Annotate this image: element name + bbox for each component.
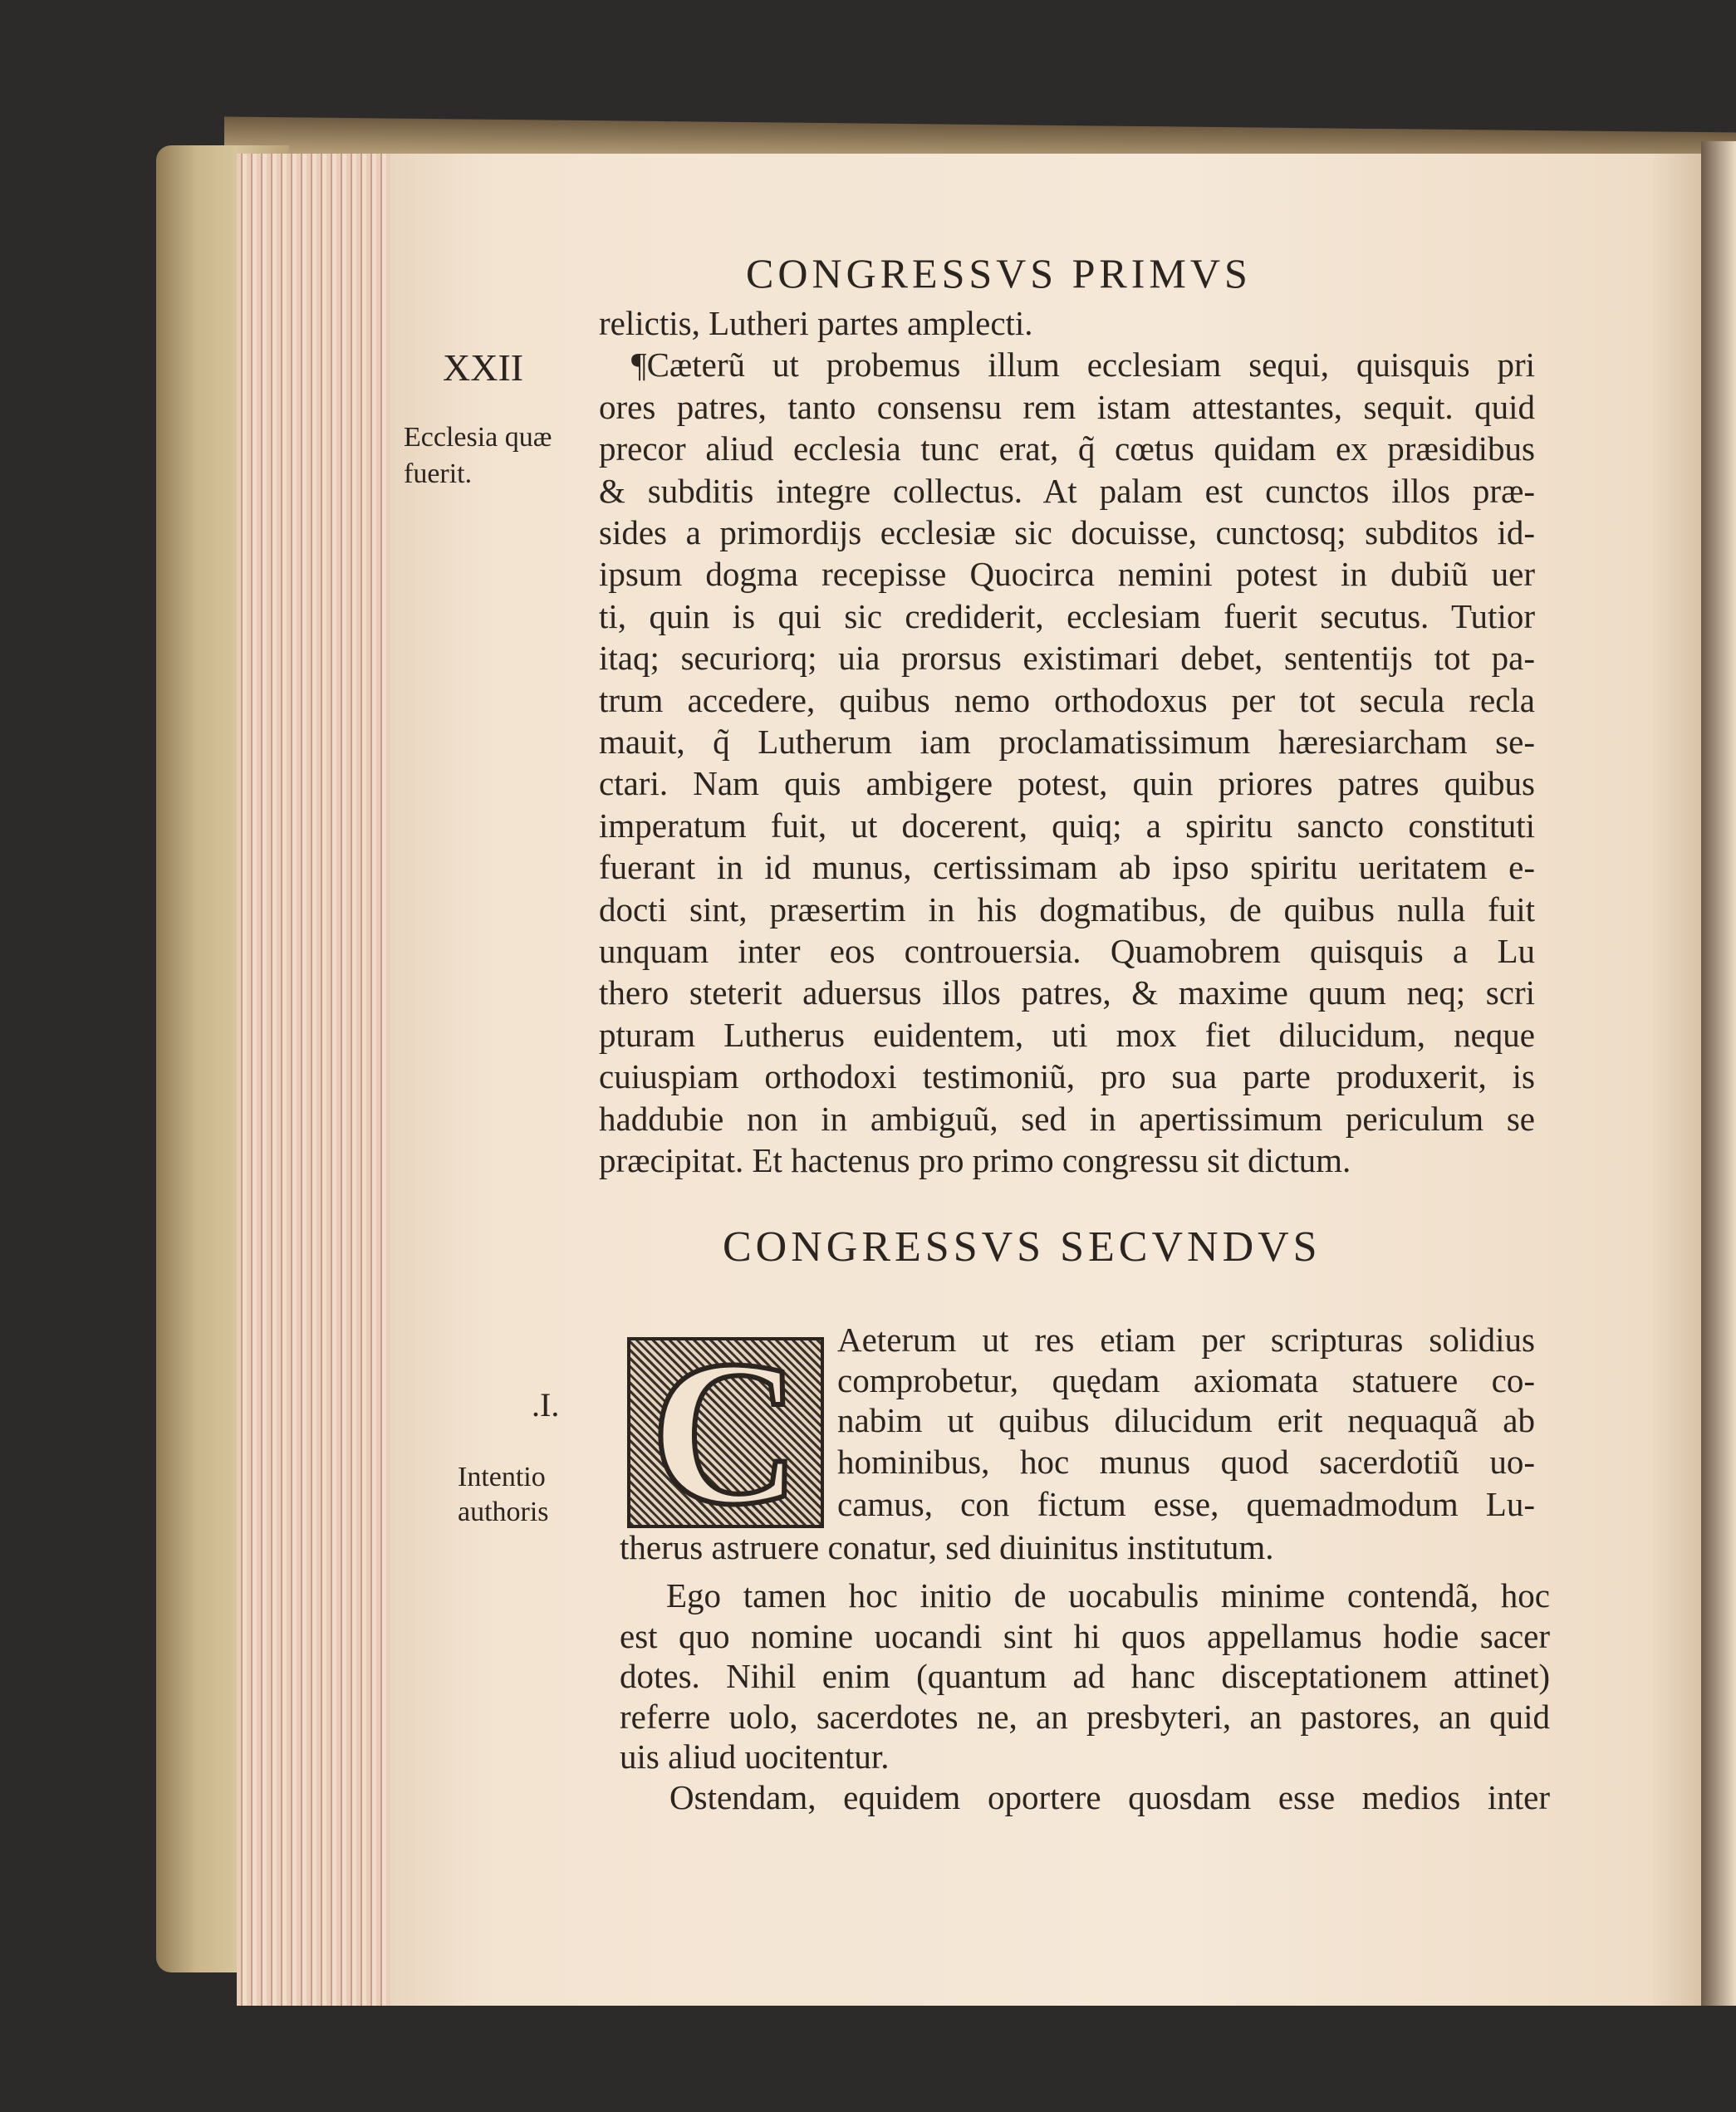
text-line: dotes. Nihil enim (quantum ad hanc disceptationem attinet) <box>620 1657 1550 1695</box>
text-line: mauit, q̃ Lutherum iam proclamatissimum hæresiarcham se- <box>599 723 1535 761</box>
text-line: referre uolo, sacerdotes ne, an presbyteri, an pastores, an quid <box>620 1698 1550 1736</box>
background <box>0 2006 1736 2112</box>
text-line: pturam Lutherus euidentem, uti mox fiet dilucidum, neque <box>599 1015 1535 1054</box>
text-line: camus, con fictum esse, quemadmodum Lu- <box>837 1485 1535 1523</box>
text-line: Ego tamen hoc initio de uocabulis minime contendã, hoc <box>666 1576 1550 1615</box>
margin-note: fuerit. <box>404 458 473 489</box>
text-line: haddubie non in ambiguũ, sed in apertissimum periculum se <box>599 1099 1535 1138</box>
margin-section-number: .I. <box>532 1386 560 1424</box>
text-line: imperatum fuit, ut docerent, quiq; a spiritu sancto constituti <box>599 806 1535 845</box>
text-line: relictis, Lutheri partes amplecti. <box>599 304 1033 342</box>
text-line: unquam inter eos controuersia. Quamobrem quisquis a Lu <box>599 932 1535 970</box>
text-line: docti sint, præsertim in his dogmatibus, de quibus nulla fuit <box>599 889 1535 929</box>
text-line: Aeterum ut res etiam per scripturas solidius <box>837 1321 1535 1359</box>
text-line: nabim ut quibus dilucidum erit nequaquã ab <box>837 1401 1535 1439</box>
page-edges <box>237 154 403 2006</box>
text-line: uis aliud uocitentur. <box>620 1737 890 1776</box>
text-line: fuerant in id munus, certissimam ab ipso spiritu ueritatem e- <box>599 848 1535 887</box>
text-line: hominibus, hoc munus quod sacerdotiũ uo- <box>837 1443 1535 1481</box>
text-line: ti, quin is qui sic crediderit, ecclesiam fuerit secutus. Tutior <box>599 596 1535 635</box>
text-line: est quo nomine uocandi sint hi quos appellamus hodie sacer <box>620 1617 1550 1655</box>
text-line: cuiuspiam orthodoxi testimoniũ, pro sua parte produxerit, is <box>599 1057 1535 1096</box>
text-line: ctari. Nam quis ambigere potest, quin priores patres quibus <box>599 764 1535 803</box>
initial-letter: C <box>650 1318 801 1548</box>
text-line: itaq; securiorq; uia prorsus existimari debet, sententijs tot pa- <box>599 639 1535 678</box>
running-head: CONGRESSVS PRIMVS <box>746 250 1252 296</box>
margin-note: Ecclesia quæ <box>404 422 552 453</box>
text-line: ipsum dogma recepisse Quocirca nemini potest in dubiũ uer <box>599 555 1535 594</box>
text-line: & subditis integre collectus. At palam est cunctos illos præ- <box>599 471 1535 510</box>
text-line: præcipitat. Et hactenus pro primo congressu sit dictum. <box>599 1141 1351 1179</box>
margin-section-number: XXII <box>443 346 524 389</box>
margin-note: authoris <box>458 1497 549 1527</box>
section-heading: CONGRESSVS SECVNDVS <box>723 1223 1322 1271</box>
text-line: thero steterit aduersus illos patres, & maxime quum neq; scri <box>599 973 1535 1012</box>
text-line: precor aliud ecclesia tunc erat, q̃ cœtus quidam ex præsidibus <box>599 429 1535 468</box>
decorated-initial <box>627 1318 824 1548</box>
text-line: comprobetur, quędam axiomata statuere co- <box>837 1361 1535 1399</box>
margin-note: Intentio <box>458 1462 546 1492</box>
facing-page-edge <box>1701 141 1736 2018</box>
text-line: therus astruere conatur, sed diuinitus institutum. <box>620 1528 1274 1566</box>
text-line: ¶Cæterũ ut probemus illum ecclesiam sequi, quisquis pri <box>631 345 1535 385</box>
text-line: ores patres, tanto consensu rem istam attestantes, sequit. quid <box>599 387 1535 426</box>
text-line: Ostendam, equidem oportere quosdam esse medios inter <box>669 1778 1550 1816</box>
text-line: sides a primordijs ecclesiæ sic docuisse, cunctosq; subditos id- <box>599 513 1535 551</box>
text-line: trum accedere, quibus nemo orthodoxus per tot secula recla <box>599 680 1535 719</box>
